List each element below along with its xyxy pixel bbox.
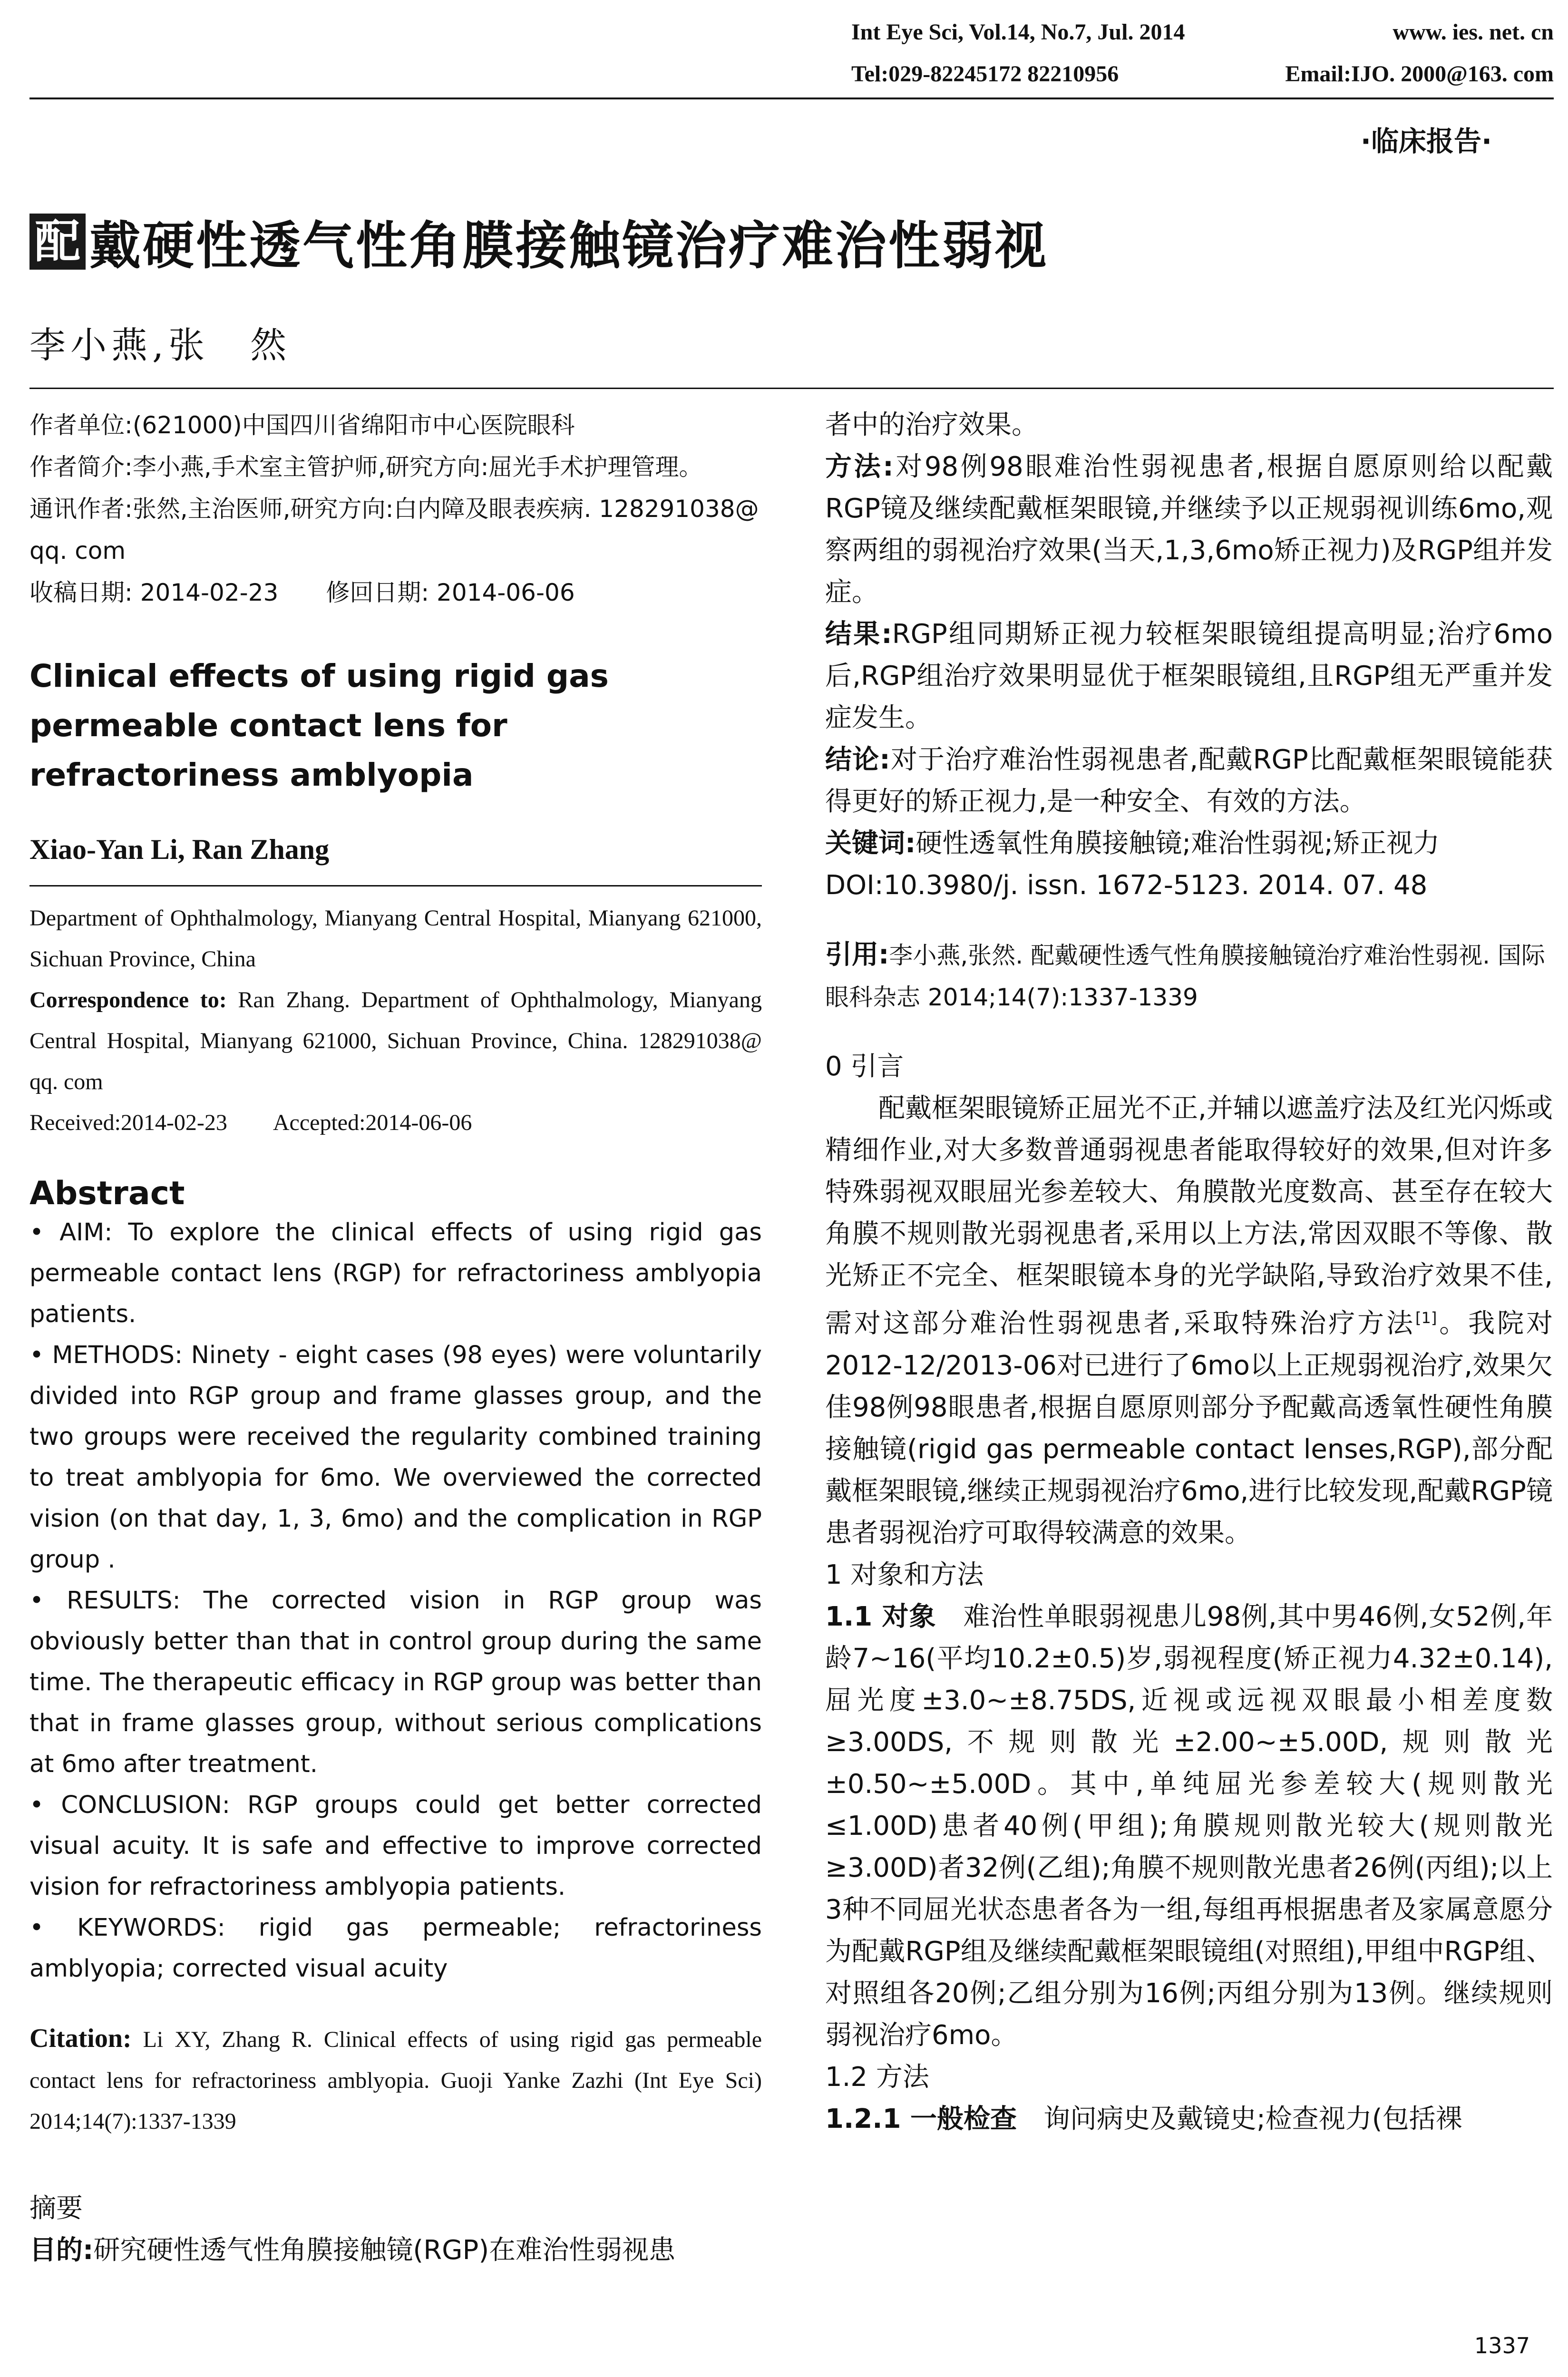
abstract-text: RGP groups could get better corrected visual acuity. It is safe and effective to improve corrected vision for refractoriness amblyopia patients. (29, 1791, 762, 1901)
zh-aim-continued: 者中的治疗效果。 (825, 409, 1038, 440)
doi[interactable]: DOI:10.3980/j. issn. 1672-5123. 2014. 07. 48 (825, 870, 1428, 901)
zh-methods-label: 方法: (825, 451, 894, 482)
english-title: Clinical effects of using rigid gas permeable contact lens for refractoriness amblyopia (29, 658, 609, 793)
section-1-1 (825, 1596, 1553, 2056)
section-1-heading: 1 对象和方法 (825, 1559, 984, 1590)
intro-text-cont: 。我院对2012-12/2013-06对已进行了6mo以上正规弱视治疗,效果欠佳98例98眼患者,根据自愿原则部分予配戴高透氧性硬性角膜接触镜(rigid gas permeable contact lenses,RGP),部分配戴框架眼镜,继续正规弱视治疗6mo,进行比较发现,配戴RGP镜患者弱视治疗可取得较满意的效果。 (825, 1308, 1553, 1549)
citation (29, 2018, 762, 2142)
zh-keywords-label: 关键词: (825, 828, 916, 859)
section-tag: ·临床报告· (1360, 125, 1492, 157)
journal-email[interactable]: Email:IJO. 2000@163. com (1285, 61, 1554, 87)
abstract-conclusion (29, 1785, 762, 1908)
zh-aim-text: 研究硬性透气性角膜接触镜(RGP)在难治性弱视患 (93, 2235, 676, 2266)
page-number: 1337 (1474, 2333, 1530, 2358)
author-bio: 作者简介:李小燕,手术室主管护师,研究方向:屈光手术护理管理。 (29, 453, 703, 481)
reference-link[interactable]: [1] (1415, 1309, 1437, 1327)
zh-results-text: RGP组同期矫正视力较框架眼镜组提高明显;治疗6mo后,RGP组治疗效果明显优于框架眼镜组,且RGP组无严重并发症发生。 (825, 619, 1553, 733)
abstract-text: To explore the clinical effects of using rigid gas permeable contact lens (RGP) for refractoriness amblyopia patients. (29, 1218, 762, 1328)
correspondence (29, 980, 762, 1102)
author-info (29, 404, 762, 614)
zh-keywords-text: 硬性透氧性角膜接触镜;难治性弱视;矫正视力 (915, 828, 1440, 859)
section-1-2-1 (825, 2098, 1553, 2140)
affiliation: Department of Ophthalmology, Mianyang Central Hospital, Mianyang 621000, Sichuan Province, China (29, 906, 762, 972)
abstract-heading: Abstract (29, 1175, 185, 1212)
left-column (29, 404, 762, 2271)
correspondence-text: Ran Zhang. Department of Ophthalmology, Mianyang Central Hospital, Mianyang 621000, Sichuan Province, China. 128291038@ qq. com (29, 987, 762, 1094)
zh-cite-text: 李小燕,张然. 配戴硬性透气性角膜接触镜治疗难治性弱视. 国际眼科杂志 2014;14(7):1337-1339 (825, 942, 1545, 1011)
zh-aim-label: 目的: (29, 2235, 94, 2266)
section-1-1-text: 难治性单眼弱视患儿98例,其中男46例,女52例,年龄7~16(平均10.2±0.5)岁,弱视程度(矫正视力4.32±0.14),屈光度±3.0~±8.75DS,近视或远视双眼最小相差度数≥3.00DS,不规则散光±2.00~±5.00D,规则散光±0.50~±5.00D。其中,单纯屈光参差较大(规则散光≤1.00D)患者40例(甲组);角膜规则散光较大(规则散光≥3.00D)者32例(乙组);角膜不规则散光患者26例(丙组);以上3种不同屈光状态患者各为一组,每组再根据患者及家属意愿分为配戴RGP组及继续配戴框架眼镜组(对照组),甲组中RGP组、对照组各20例;乙组分别为16例;丙组分别为13例。继续规则弱视治疗6mo。 (825, 1601, 1553, 2051)
abstract-label: • CONCLUSION: (29, 1791, 230, 1819)
section-1-2-heading: 1.2 方法 (825, 2061, 929, 2093)
zh-cite-label: 引用: (825, 939, 889, 970)
journal-phone: Tel:029-82245172 82210956 (851, 61, 1119, 87)
abstract-label: • KEYWORDS: (29, 1914, 225, 1942)
header-divider (29, 97, 1554, 99)
author-unit: 作者单位:(621000)中国四川省绵阳市中心医院眼科 (29, 411, 575, 439)
abstract-keywords (29, 1908, 762, 1989)
zh-methods-text: 对98例98眼难治性弱视患者,根据自愿原则给以配戴RGP镜及继续配戴框架眼镜,并继续予以正规弱视训练6mo,观察两组的弱视治疗效果(当天,1,3,6mo矫正视力)及RGP组并发症。 (825, 451, 1553, 608)
title-divider (29, 388, 1554, 389)
zh-citation (825, 934, 1553, 1018)
abstract-label: • METHODS: (29, 1341, 183, 1369)
right-column (825, 404, 1553, 2140)
zh-methods (825, 446, 1553, 614)
abstract-text: Ninety - eight cases (98 eyes) were voluntarily divided into RGP group and frame glasses group, and the two groups were received the regularity combined training to treat amblyopia for 6mo. We overviewed the corrected vision (on that day, 1, 3, 6mo) and the complication in RGP group . (29, 1341, 762, 1574)
journal-info (851, 19, 1185, 45)
abstract-aim (29, 1212, 762, 1335)
received-dates-zh: 收稿日期: 2014-02-23 修回日期: 2014-06-06 (29, 579, 575, 606)
authors-zh: 李小燕,张 然 (29, 324, 292, 366)
correspondence-label: Correspondence to: (29, 987, 227, 1013)
intro-paragraph (825, 1088, 1553, 1554)
journal-volume: Int Eye Sci, Vol.14, No.7, Jul. 2014 (851, 19, 1185, 45)
section-1-1-label: 1.1 对象 (825, 1601, 936, 1632)
abstract-label: • RESULTS: (29, 1587, 181, 1615)
zh-conclusion-text: 对于治疗难治性弱视患者,配戴RGP比配戴框架眼镜能获得更好的矫正视力,是一种安全、有效的方法。 (825, 744, 1553, 817)
author-divider (29, 885, 762, 887)
citation-label: Citation: (29, 2024, 132, 2053)
article-title (29, 205, 1048, 278)
zh-abstract-heading: 摘要 (29, 2193, 83, 2224)
abstract-results (29, 1580, 762, 1785)
corresponding-author: 通讯作者:张然,主治医师,研究方向:白内障及眼表疾病. 128291038@ qq. com (29, 495, 759, 565)
title-dropcap: 配 (29, 214, 86, 270)
intro-text: 配戴框架眼镜矫正屈光不正,并辅以遮盖疗法及红光闪烁或精细作业,对大多数普通弱视患者能取得较好的效果,但对许多特殊弱视双眼屈光参差较大、角膜散光度数高、甚至存在较大角膜不规则散光弱视患者,采用以上方法,常因双眼不等像、散光矫正不完全、框架眼镜本身的光学缺陷,导致治疗效果不佳,需对这部分难治性弱视患者,采取特殊治疗方法 (825, 1093, 1553, 1339)
abstract-label: • AIM: (29, 1218, 113, 1247)
zh-abstract-aim (29, 2230, 762, 2271)
section-0-heading: 0 引言 (825, 1051, 904, 1082)
abstract-text: rigid gas permeable; refractoriness amblyopia; corrected visual acuity (29, 1914, 762, 1983)
english-authors: Xiao-Yan Li, Ran Zhang (29, 834, 330, 865)
section-1-2-1-label: 1.2.1 一般检查 (825, 2103, 1017, 2134)
received-accepted: Received:2014-02-23 Accepted:2014-06-06 (29, 1110, 472, 1135)
abstract-text: The corrected vision in RGP group was obviously better than that in control group during the same time. The therapeutic efficacy in RGP group was better than that in frame glasses group, without serious complications at 6mo after treatment. (29, 1587, 762, 1778)
section-1-2-1-text: 询问病史及戴镜史;检查视力(包括裸 (1016, 2103, 1462, 2134)
zh-results-label: 结果: (825, 619, 892, 650)
title-text: 戴硬性透气性角膜接触镜治疗难治性弱视 (89, 216, 1049, 276)
journal-website[interactable]: www. ies. net. cn (1393, 19, 1554, 45)
zh-conclusion (825, 739, 1553, 823)
citation-text: Li XY, Zhang R. Clinical effects of using rigid gas permeable contact lens for refractoriness amblyopia. Guoji Yanke Zazhi (Int Eye Sci) 2014;14(7):1337-1339 (29, 2027, 762, 2134)
zh-results (825, 614, 1553, 739)
abstract-methods (29, 1335, 762, 1580)
zh-keywords (825, 823, 1553, 865)
zh-conclusion-label: 结论: (825, 744, 890, 775)
